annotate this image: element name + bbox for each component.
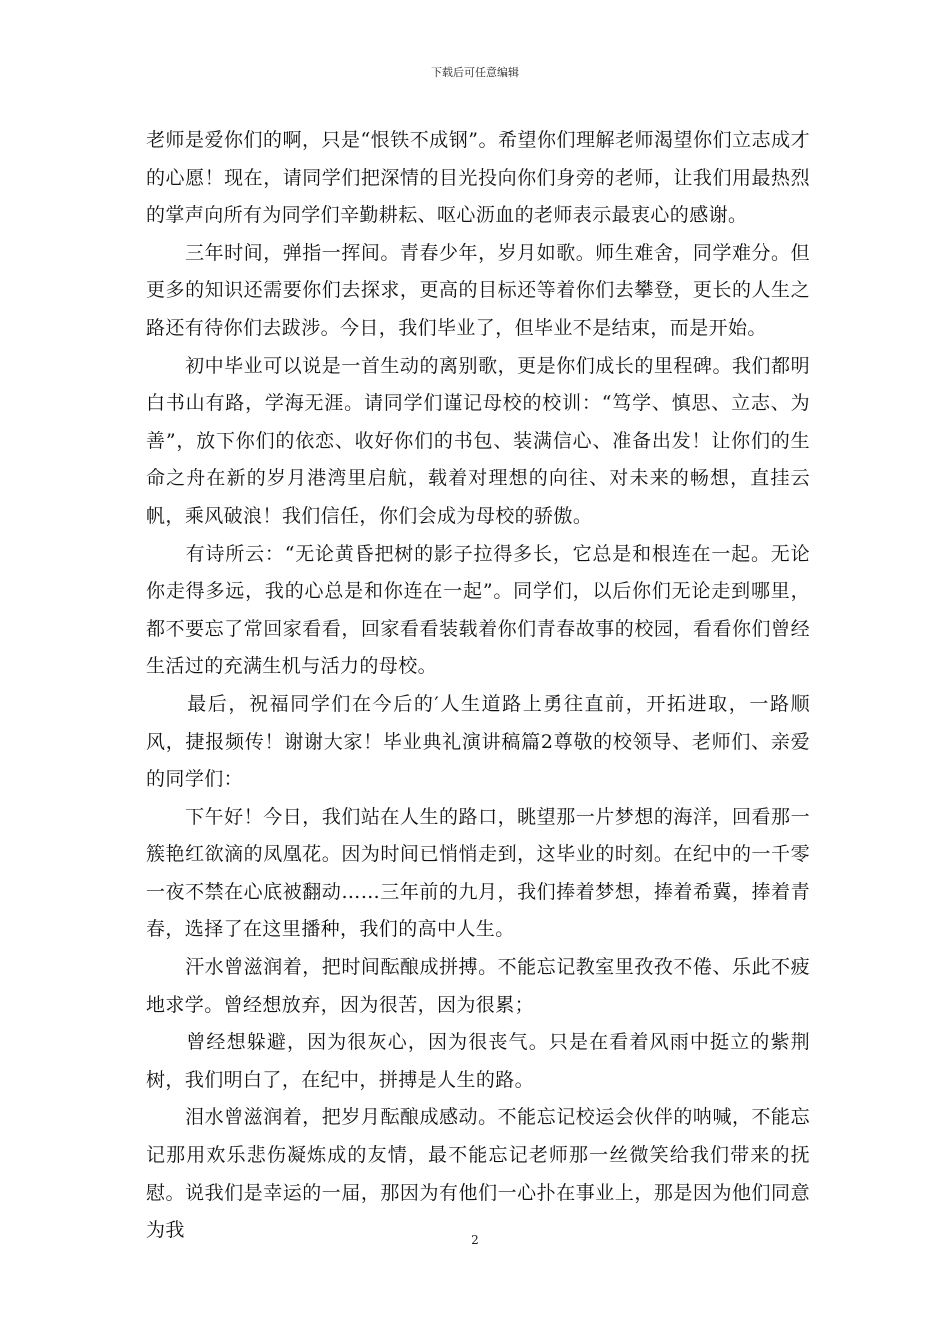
text-line: 初中毕业可以说是一首生动的离别歌，更是你们成长的里程碑。我们都明 [146,354,810,377]
paragraph [146,686,810,799]
text-line: 更多的知识还需要你们去探求，更高的目标还等着你们去攀登，更长的人生之 [146,279,810,302]
text-line: 有诗所云：“无论黄昏把树的影子拉得多长，它总是和根连在一起。无论 [146,542,810,565]
text-line: 一夜不禁在心底被翻动……三年前的九月，我们捧着梦想，捧着希冀，捧着青 [146,880,810,903]
paragraph [146,1024,810,1099]
text-line: 春，选择了在这里播种，我们的高中人生。 [146,918,515,941]
text-line: 曾经想躲避，因为很灰心，因为很丧气。只是在看着风雨中挺立的紫荆树， [146,1031,810,1091]
paragraph [146,1099,810,1249]
text-line: 善”，放下你们的依恋、收好你们的书包、装满信心、准备出发！让你们的生 [146,429,810,452]
text-line: 泪水曾滋润着，把岁月酝酿成感动。不能忘记校运会伙伴的呐喊，不能忘 [146,1106,810,1129]
text-line: 说我们是幸运的一届，那因为有他们一心扑在事业上，那是因为他们同意为我 [146,1181,810,1242]
text-line: 乘风破浪！我们信任，你们会成为母校的骄傲。 [184,504,593,527]
header-text: 下载后可任意编辑 [431,66,519,79]
paragraph [146,536,810,686]
text-line: 捷报频传！谢谢大家！毕业典礼演讲稿篇2尊敬的校领导、老师们、亲爱的同 [146,730,811,791]
paragraph [146,799,810,949]
text-line: 烈的掌声向所有为同学们辛勤耕耘、呕心沥血的老师表示最衷心的感谢。 [146,166,810,227]
paragraph [146,122,810,235]
text-line: 路还有待你们去跋涉。今日，我们毕业了，但毕业不是结束，而是开始。 [146,316,767,339]
text-line: 最后，祝福同学们在今后的′人生道路上勇往直前，开拓进取，一路顺风， [146,692,810,753]
text-line: 白书山有路，学海无涯。请同学们谨记母校的校训：“笃学、慎思、立志、为 [146,392,810,415]
text-line: 老师是爱你们的啊，只是“恨铁不成钢”。希望你们理解老师渴望你们立志成 [146,129,791,151]
text-line: 命之舟在新的岁月港湾里启航，载着对理想的向往、对未来的畅想，直挂云帆， [146,467,810,527]
text-line: 都不要忘了常回家看看，回家看看装载着你们青春故事的校园，看看你们曾经 [146,617,810,640]
text-line: 我们明白了，在纪中，拼搏是人生的路。 [184,1068,535,1091]
text-line: 学们： [184,768,244,791]
page-footer [0,1232,950,1248]
paragraph [146,949,810,1024]
text-line: 生活过的充满生机与活力的母校。 [146,655,438,678]
text-line: 地求学。曾经想放弃，因为很苦，因为很累； [146,993,535,1016]
page-header [0,66,950,80]
text-line: 记那用欢乐悲伤凝炼成的友情，最不能忘记老师那一丝微笑给我们带来的抚慰。 [146,1144,810,1204]
text-line: 汗水曾滋润着，把时间酝酿成拼搏。不能忘记教室里孜孜不倦、乐此不疲 [146,956,810,979]
paragraph [146,348,810,536]
text-line: 下午好！今日，我们站在人生的路口，眺望那一片梦想的海洋，回看那一 [146,805,810,828]
document-body [146,122,810,1250]
text-line: 才的心愿！现在，请同学们把深情的目光投向你们身旁的老师，让我们用最热 [146,129,810,189]
text-line: 你走得多远，我的心总是和你连在一起”。同学们，以后你们无论走到哪里， [146,580,810,603]
text-line: 三年时间，弹指一挥间。青春少年，岁月如歌。师生难舍，同学难分。但 [146,241,810,264]
page-number: 2 [471,1233,479,1247]
text-line: 簇艳红欲滴的凤凰花。因为时间已悄悄走到，这毕业的时刻。在纪中的一千零 [146,843,810,866]
paragraph [146,235,810,348]
